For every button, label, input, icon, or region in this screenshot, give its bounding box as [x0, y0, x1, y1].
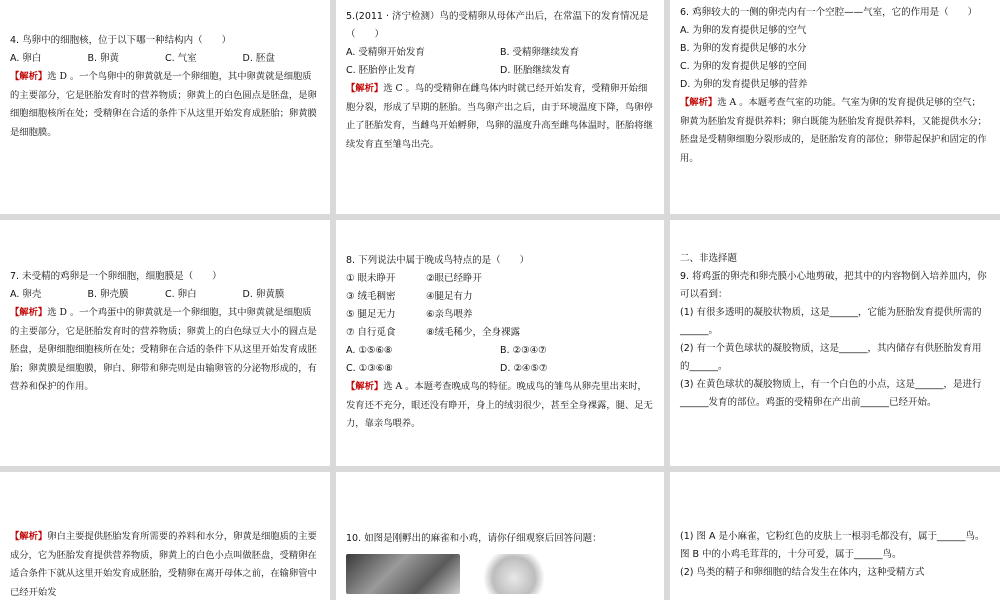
option-c: C. 为卵的发育提供足够的空间	[680, 61, 807, 72]
sparrow-photo	[346, 554, 460, 594]
sub-question-3: (3) 在黄色球状的凝胶物质上，有一个白色的小点，这是______，是进行______发育的部位。鸡蛋的受精卵在产出前______已经开始。	[680, 379, 982, 408]
trait-3: ③ 绒毛稠密	[346, 291, 396, 302]
sub-question-2: (2) 有一个黄色球状的凝胶物质，这是______，其内储存有供胚胎发育用的______。	[680, 343, 982, 372]
options-row-2	[346, 62, 654, 80]
explanation	[10, 68, 320, 142]
option-d: D. 胚胎继续发育	[500, 65, 571, 76]
explanation-text: 选 C 。鸟的受精卵在雌鸟体内时就已经开始发育，受精卵开始细胞分裂，形成了早期的胚胎。当鸟卵产出之后，由于环境温度下降，鸟卵停止了胚胎发育，当雌鸟开始孵卵，鸟卵的温度升高至雌鸟体温时，胚胎将继续发育直至雏鸟出壳。	[346, 83, 653, 150]
explanation-text: 选 D 。一个鸟卵中的卵黄就是一个卵细胞，其中卵黄就是细胞质的主要部分，它是胚胎发育时的营养物质；卵黄上的白色圆点是胚盘，是卵细胞细胞核所在处；受精卵在合适的条件下从这里开始发育成胚胎；卵黄膜是细胞膜。	[10, 71, 317, 138]
slide-question-4	[0, 0, 330, 214]
slide-question-10-parts	[670, 472, 1000, 600]
question-text: 9. 将鸡蛋的卵壳和卵壳膜小心地剪破，把其中的内容物倒入培养皿内，你可以看到：	[680, 271, 987, 300]
chick-photo	[484, 554, 544, 594]
option-b: B. 为卵的发育提供足够的水分	[680, 43, 807, 54]
explanation	[346, 378, 654, 434]
explanation-text: 卵白主要提供胚胎发育所需要的养料和水分，卵黄是细胞质的主要成分，它为胚胎发育提供营养物质，卵黄上的白色小点叫做胚盘，受精卵在适合条件下就从这里开始发育成胚胎，受精卵在离开母体之前，在输卵管中已经开始发	[10, 531, 317, 598]
slide-question-10	[336, 472, 664, 600]
sub-question-1: (1) 图 A 是小麻雀，它粉红色的皮肤上一根羽毛都没有，属于______鸟。图 B 中的小鸡毛茸茸的，十分可爱，属于______鸟。	[680, 531, 985, 560]
trait-8: ⑧绒毛稀少，全身裸露	[426, 327, 521, 338]
trait-1: ① 眼未睁开	[346, 273, 396, 284]
explanation-tag: 【解析】	[10, 531, 48, 542]
option-d: D. 胚盘	[242, 53, 275, 64]
traits-row-2	[346, 288, 654, 306]
explanation	[10, 304, 320, 397]
question-text: 5.(2011 · 济宁检测）鸟的受精卵从母体产出后，在常温下的发育情况是（ ）	[346, 11, 649, 40]
option-b: B. 卵壳膜	[87, 289, 129, 300]
slide-answer-9	[0, 472, 330, 600]
slide-question-5	[336, 0, 664, 214]
explanation-text: 选 A 。本题考查气室的功能。气室为卵的发育提供足够的空气；卵黄为胚胎发育提供养料；卵白既能为胚胎发育提供养料，又能提供水分；胚盘是受精卵细胞分裂形成的，是胚胎发育的部位；卵带起保护和固定的作用。	[680, 97, 987, 164]
question-text: 10. 如图是刚孵出的麻雀和小鸡，请你仔细观察后回答问题：	[346, 533, 602, 544]
explanation-tag: 【解析】	[10, 71, 48, 82]
option-b: B. 受精卵继续发育	[500, 47, 580, 58]
option-a: A. 卵白	[10, 53, 42, 64]
explanation-text: 选 A 。本题考查晚成鸟的特征。晚成鸟的雏鸟从卵壳里出来时，发育还不充分，眼还没有睁开，身上的绒羽很少，甚至全身裸露，腿、足无力，靠亲鸟喂养。	[346, 381, 653, 429]
option-c: C. ①③⑥⑧	[346, 363, 393, 374]
slide-question-7	[0, 220, 330, 466]
trait-4: ④腿足有力	[426, 291, 473, 302]
question-text: 6. 鸡卵较大的一侧的卵壳内有一个空腔——气室，它的作用是（ ）	[680, 7, 978, 18]
trait-2: ②眼已经睁开	[426, 273, 483, 284]
explanation	[10, 528, 320, 600]
trait-7: ⑦ 自行觅食	[346, 327, 396, 338]
option-a: A. ①⑤⑥⑧	[346, 345, 393, 356]
question-text: 4. 鸟卵中的细胞核，位于以下哪一种结构内（ ）	[10, 35, 232, 46]
slide-question-6	[670, 0, 1000, 214]
photos	[346, 554, 654, 594]
option-b: B. 卵黄	[87, 53, 120, 64]
explanation-tag: 【解析】	[346, 381, 384, 392]
option-a: A. 受精卵开始发育	[346, 47, 425, 58]
explanation-tag: 【解析】	[10, 307, 48, 318]
explanation	[680, 94, 990, 168]
traits-row-3	[346, 306, 654, 324]
option-d: D. 为卵的发育提供足够的营养	[680, 79, 808, 90]
sub-question-2: (2) 鸟类的精子和卵细胞的结合发生在体内，这种受精方式	[680, 567, 925, 578]
options-row-2	[346, 360, 654, 378]
traits-row-1	[346, 270, 654, 288]
options-row	[10, 286, 320, 304]
trait-6: ⑥亲鸟喂养	[426, 309, 473, 320]
trait-5: ⑤ 腿足无力	[346, 309, 396, 320]
question-text: 8. 下列说法中属于晚成鸟特点的是（ ）	[346, 255, 530, 266]
slide-question-8	[336, 220, 664, 466]
option-b: B. ②③④⑦	[500, 345, 547, 356]
options-row-1	[346, 342, 654, 360]
explanation-text: 选 D 。一个鸡蛋中的卵黄就是一个卵细胞，其中卵黄就是细胞质的主要部分，它是胚胎发育时的营养物质；卵黄上的白色绿豆大小的圆点是胚盘，是卵细胞细胞核所在处；受精卵在合适的条件下从这里开始发育成胚胎；卵黄膜是细胞膜，卵白、卵带和卵壳则是由输卵管的分泌物形成的，有营养和保护的作用。	[10, 307, 317, 392]
options-row-1	[346, 44, 654, 62]
section-title: 二、非选择题	[680, 253, 738, 264]
option-c: C. 胚胎停止发育	[346, 65, 416, 76]
sub-question-1: (1) 有很多透明的凝胶状物质，这是______，它能为胚胎发育提供所需的______。	[680, 307, 982, 336]
explanation-tag: 【解析】	[680, 97, 718, 108]
option-c: C. 气室	[165, 53, 197, 64]
option-a: A. 为卵的发育提供足够的空气	[680, 25, 807, 36]
option-d: D. 卵黄膜	[242, 289, 285, 300]
explanation-tag: 【解析】	[346, 83, 384, 94]
slide-question-9	[670, 220, 1000, 466]
explanation	[346, 80, 654, 154]
option-d: D. ②④⑤⑦	[500, 363, 548, 374]
option-c: C. 卵白	[165, 289, 197, 300]
options-row	[10, 50, 320, 68]
question-text: 7. 未受精的鸡卵是一个卵细胞，细胞膜是（ ）	[10, 271, 222, 282]
traits-row-4	[346, 324, 654, 342]
option-a: A. 卵壳	[10, 289, 42, 300]
